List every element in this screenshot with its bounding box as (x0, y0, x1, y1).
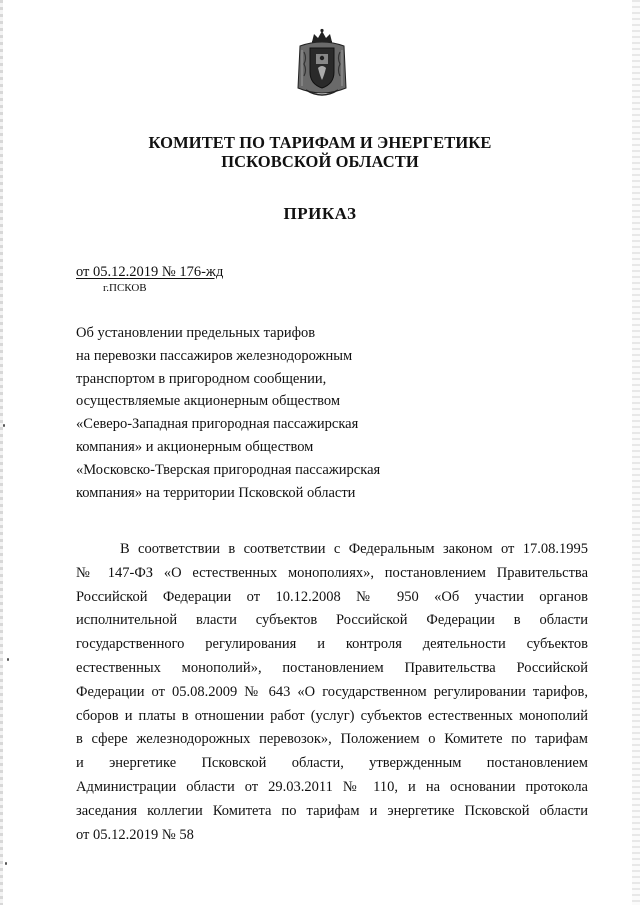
paragraph-line: государственного регулирования и контроля деятельности субъектов (76, 636, 588, 653)
scan-speck (7, 658, 9, 661)
order-subject (76, 322, 436, 504)
paragraph-line: исполнительной власти субъектов Российской Федерации в области (76, 612, 588, 629)
paragraph-line: в сфере железнодорожных перевозок», Положением о Комитете по тарифам (76, 731, 588, 748)
subject-line: транспортом в пригородном сообщении, (76, 370, 327, 387)
paragraph-line: Администрации области от 29.03.2011 № 110, и на основании протокола (76, 778, 588, 795)
subject-line: на перевозки пассажиров железнодорожным (76, 347, 353, 364)
subject-line: компания» и акционерным обществом (76, 438, 314, 455)
subject-line: компания» на территории Псковской области (76, 484, 356, 501)
paragraph-line: от 05.12.2019 № 58 (76, 826, 194, 843)
pskov-coat-of-arms-icon (294, 28, 350, 100)
order-city: г.ПСКОВ (103, 282, 147, 294)
organization-name-line2: ПСКОВСКОЙ ОБЛАСТИ (221, 152, 419, 171)
scan-speck (5, 862, 7, 865)
paragraph-line: Федерации от 05.08.2009 № 643 «О государственном регулировании тарифов, (76, 683, 588, 700)
scan-speck (3, 424, 5, 427)
subject-line: «Северо-Западная пригородная пассажирская (76, 416, 359, 433)
subject-line: «Московско-Тверская пригородная пассажирская (76, 461, 381, 478)
paragraph-line: и энергетике Псковской области, утвержденным постановлением (76, 755, 588, 772)
paragraph-line: естественных монополий», постановлением Правительства Российской (76, 659, 588, 676)
order-date-number: от 05.12.2019 № 176-жд (76, 264, 224, 280)
paragraph-line: № 147-ФЗ «О естественных монополиях», постановлением Правительства (76, 564, 588, 581)
preamble-paragraph (76, 538, 588, 847)
organization-name-line1: КОМИТЕТ ПО ТАРИФАМ И ЭНЕРГЕТИКЕ (148, 133, 492, 152)
subject-line: осуществляемые акционерным обществом (76, 393, 341, 410)
document-type-title: ПРИКАЗ (283, 204, 357, 223)
paragraph-line: Российской Федерации от 10.12.2008 № 950 «Об участии органов (76, 588, 588, 605)
paragraph-line: В соответствии в соответствии с Федеральным законом от 17.08.1995 (120, 541, 588, 557)
paragraph-line: сборов и платы в отношении работ (услуг) субъектов естественных монополий (76, 707, 588, 724)
paragraph-line: заседания коллегии Комитета по тарифам и энергетике Псковской области (76, 802, 588, 819)
subject-line: Об установлении предельных тарифов (76, 325, 316, 341)
